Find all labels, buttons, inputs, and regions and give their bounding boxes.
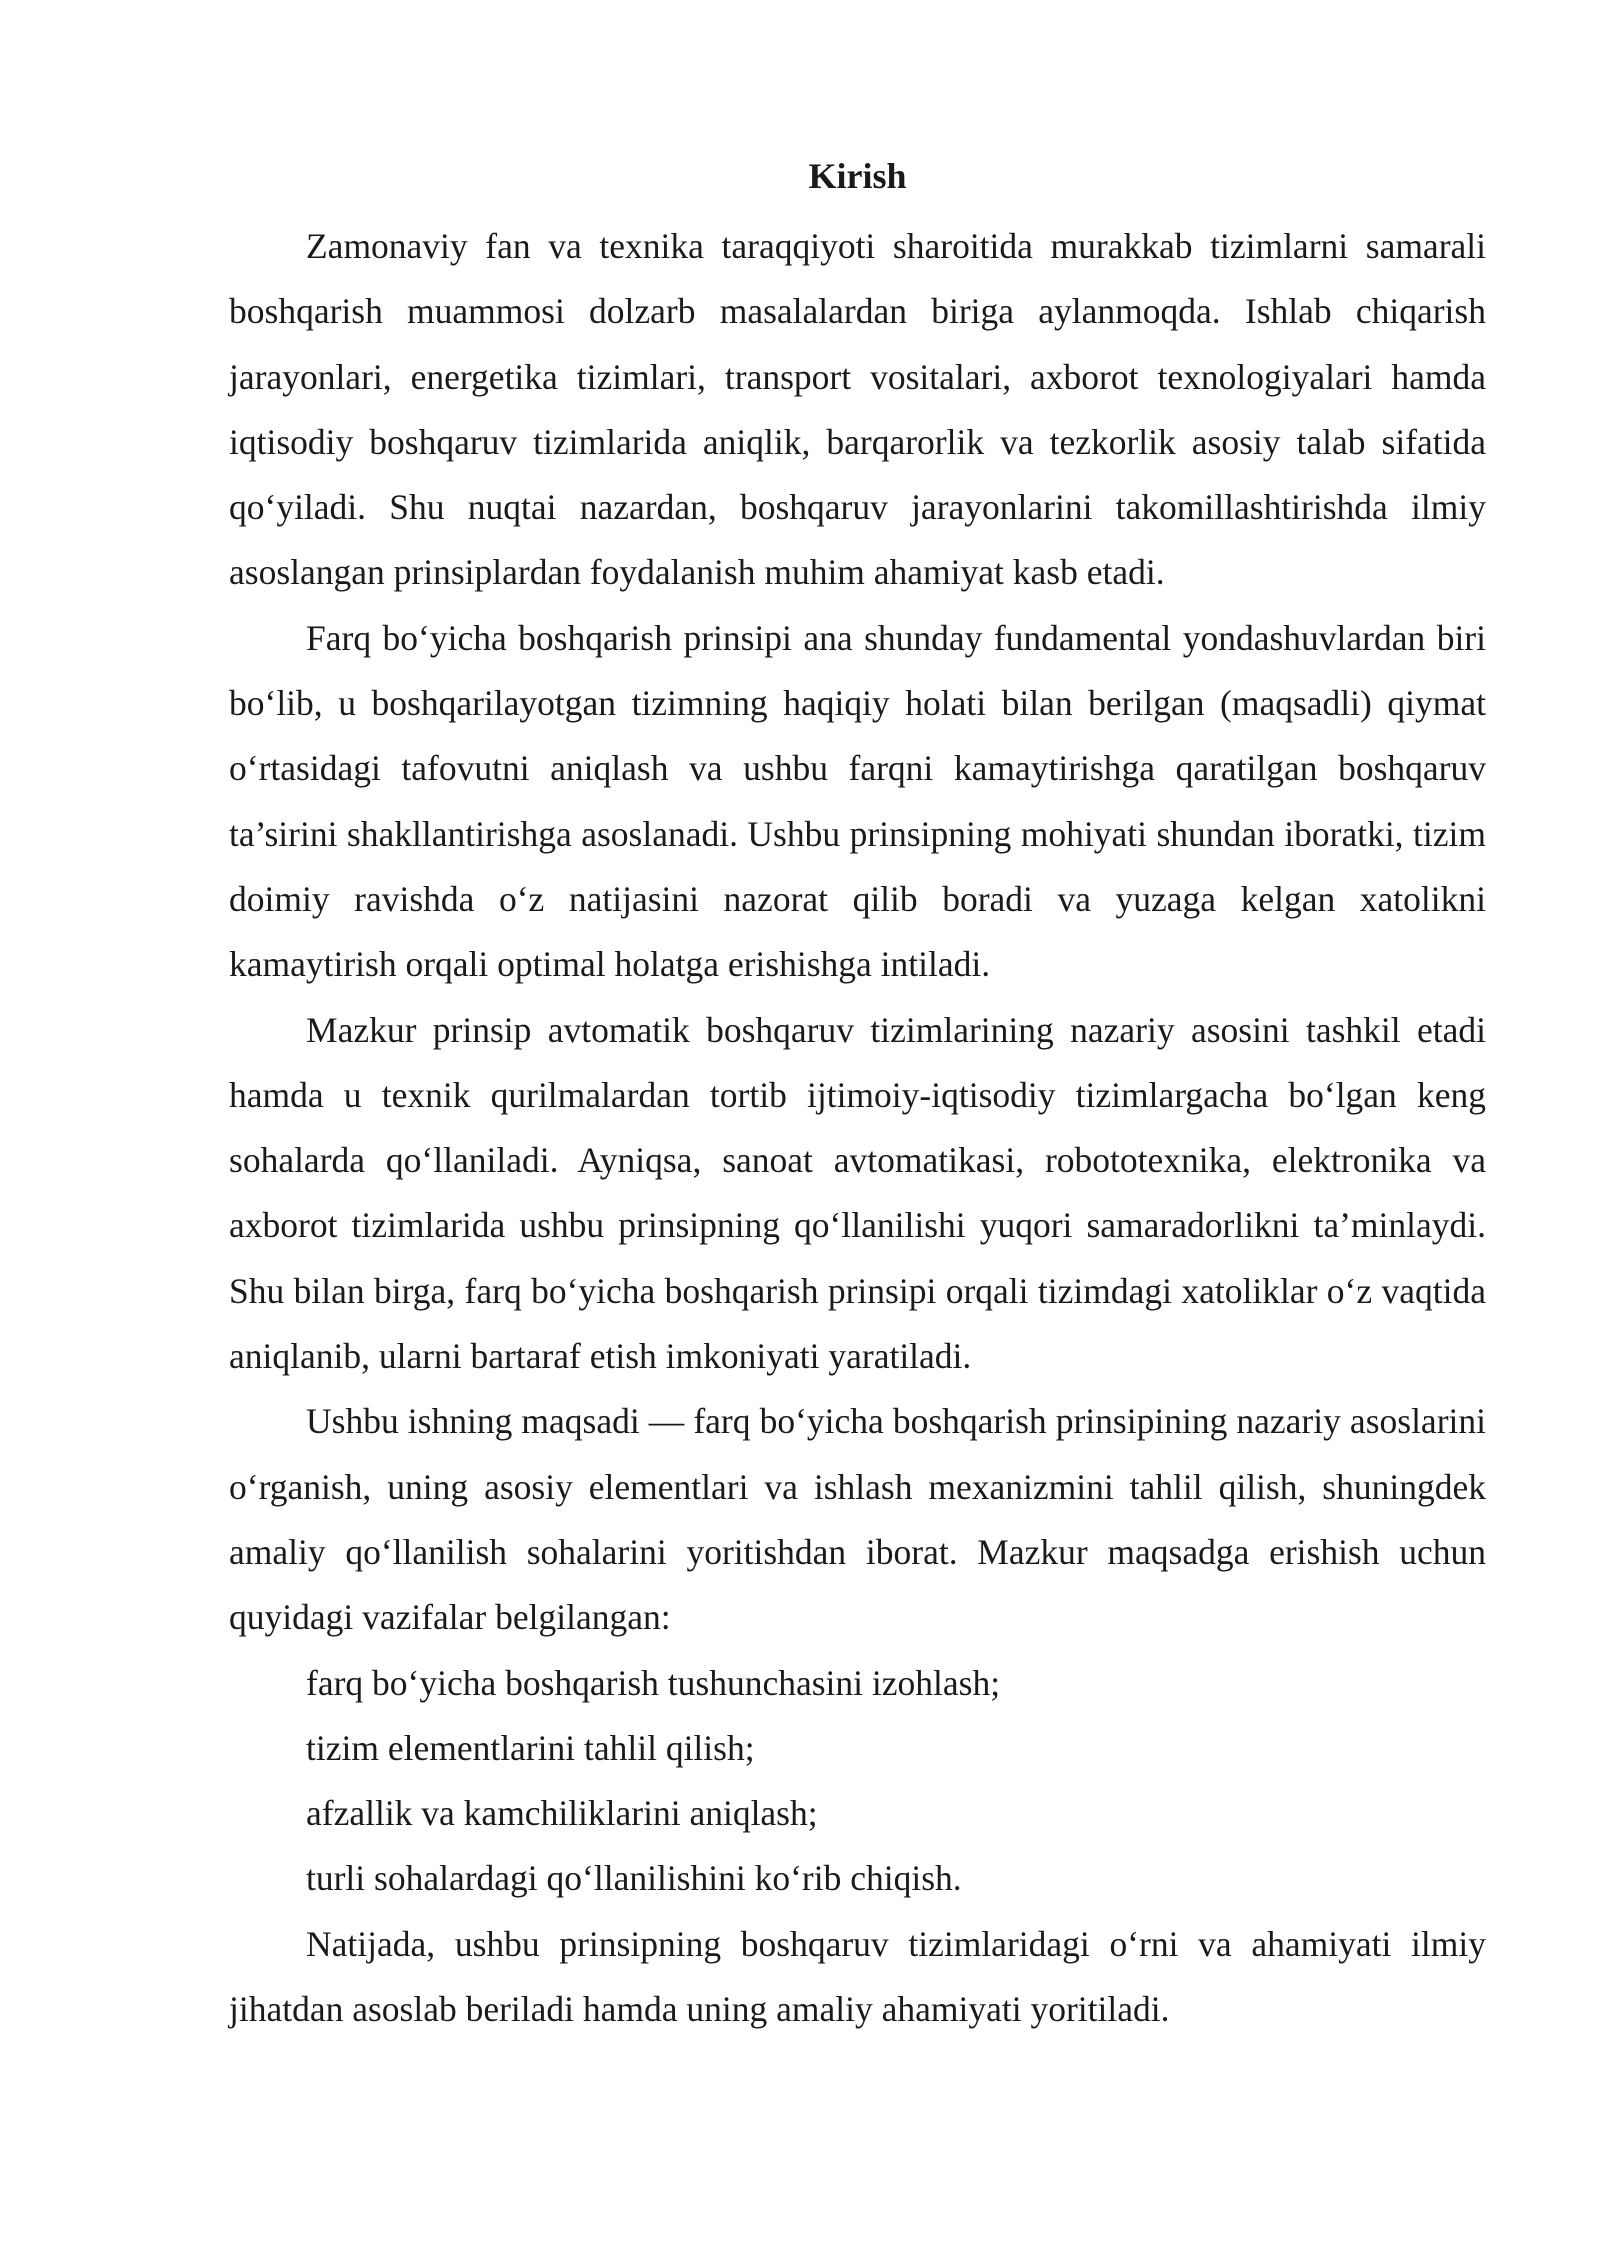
paragraph-conclusion: Natijada, ushbu prinsipning boshqaruv tizimlaridagi o‘rni va ahamiyati ilmiy jihatdan asoslab beriladi hamda uning amaliy ahamiyati yoritiladi. (229, 1923, 1486, 2030)
paragraph-2: Farq bo‘yicha boshqarish prinsipi ana shunday fundamental yondashuvlardan biri bo‘lib, u boshqarilayotgan tizimning haqiqiy holati bilan berilgan (maqsadli) qiymat o‘rtasidagi tafovutni aniqlash va ushbu farqni kamaytirishga qaratilgan boshqaruv ta’sirini shakllantirishga asoslanadi. Ushbu prinsipning mohiyati shundan iboratki, tizim doimiy ravishda o‘z natijasini nazorat qilib boradi va yuzaga kelgan xatolikni kamaytirish orqali optimal holatga erishishga intiladi. (229, 617, 1486, 985)
task-item: turli sohalardagi qo‘llanilishini ko‘rib chiqish. (306, 1858, 962, 1899)
paragraph-4: Ushbu ishning maqsadi — farq bo‘yicha boshqarish prinsipining nazariy asoslarini o‘rganish, uning asosiy elementlari va ishlash mexanizmini tahlil qilish, shuningdek amaliy qo‘llanilish sohalarini yoritishdan iborat. Mazkur maqsadga erishish uchun quyidagi vazifalar belgilangan: (229, 1401, 1486, 1638)
paragraph-1: Zamonaviy fan va texnika taraqqiyoti sharoitida murakkab tizimlarni samarali boshqarish muammosi dolzarb masalalardan biriga aylanmoqda. Ishlab chiqarish jarayonlari, energetika tizimlari, transport vositalari, axborot texnologiyalari hamda iqtisodiy boshqaruv tizimlarida aniqlik, barqarorlik va tezkorlik asosiy talab sifatida qo‘yiladi. Shu nuqtai nazardan, boshqaruv jarayonlarini takomillashtirishda ilmiy asoslangan prinsiplardan foydalanish muhim ahamiyat kasb etadi. (229, 226, 1486, 593)
task-list (229, 1651, 1486, 1912)
section-title: Kirish (808, 156, 907, 196)
task-item: farq bo‘yicha boshqarish tushunchasini izohlash; (306, 1662, 1001, 1703)
document-body (229, 146, 1486, 2042)
task-item: afzallik va kamchiliklarini aniqlash; (306, 1793, 818, 1834)
paragraph-3: Mazkur prinsip avtomatik boshqaruv tizimlarining nazariy asosini tashkil etadi hamda u texnik qurilmalardan tortib ijtimoiy-iqtisodiy tizimlargacha bo‘lgan keng sohalarda qo‘llaniladi. Ayniqsa, sanoat avtomatikasi, robototexnika, elektronika va axborot tizimlarida ushbu prinsipning qo‘llanilishi yuqori samaradorlikni ta’minlaydi. Shu bilan birga, farq bo‘yicha boshqarish prinsipi orqali tizimdagi xatoliklar o‘z vaqtida aniqlanib, ularni bartaraf etish imkoniyati yaratiladi. (229, 1009, 1486, 1377)
task-item: tizim elementlarini tahlil qilish; (306, 1727, 755, 1768)
